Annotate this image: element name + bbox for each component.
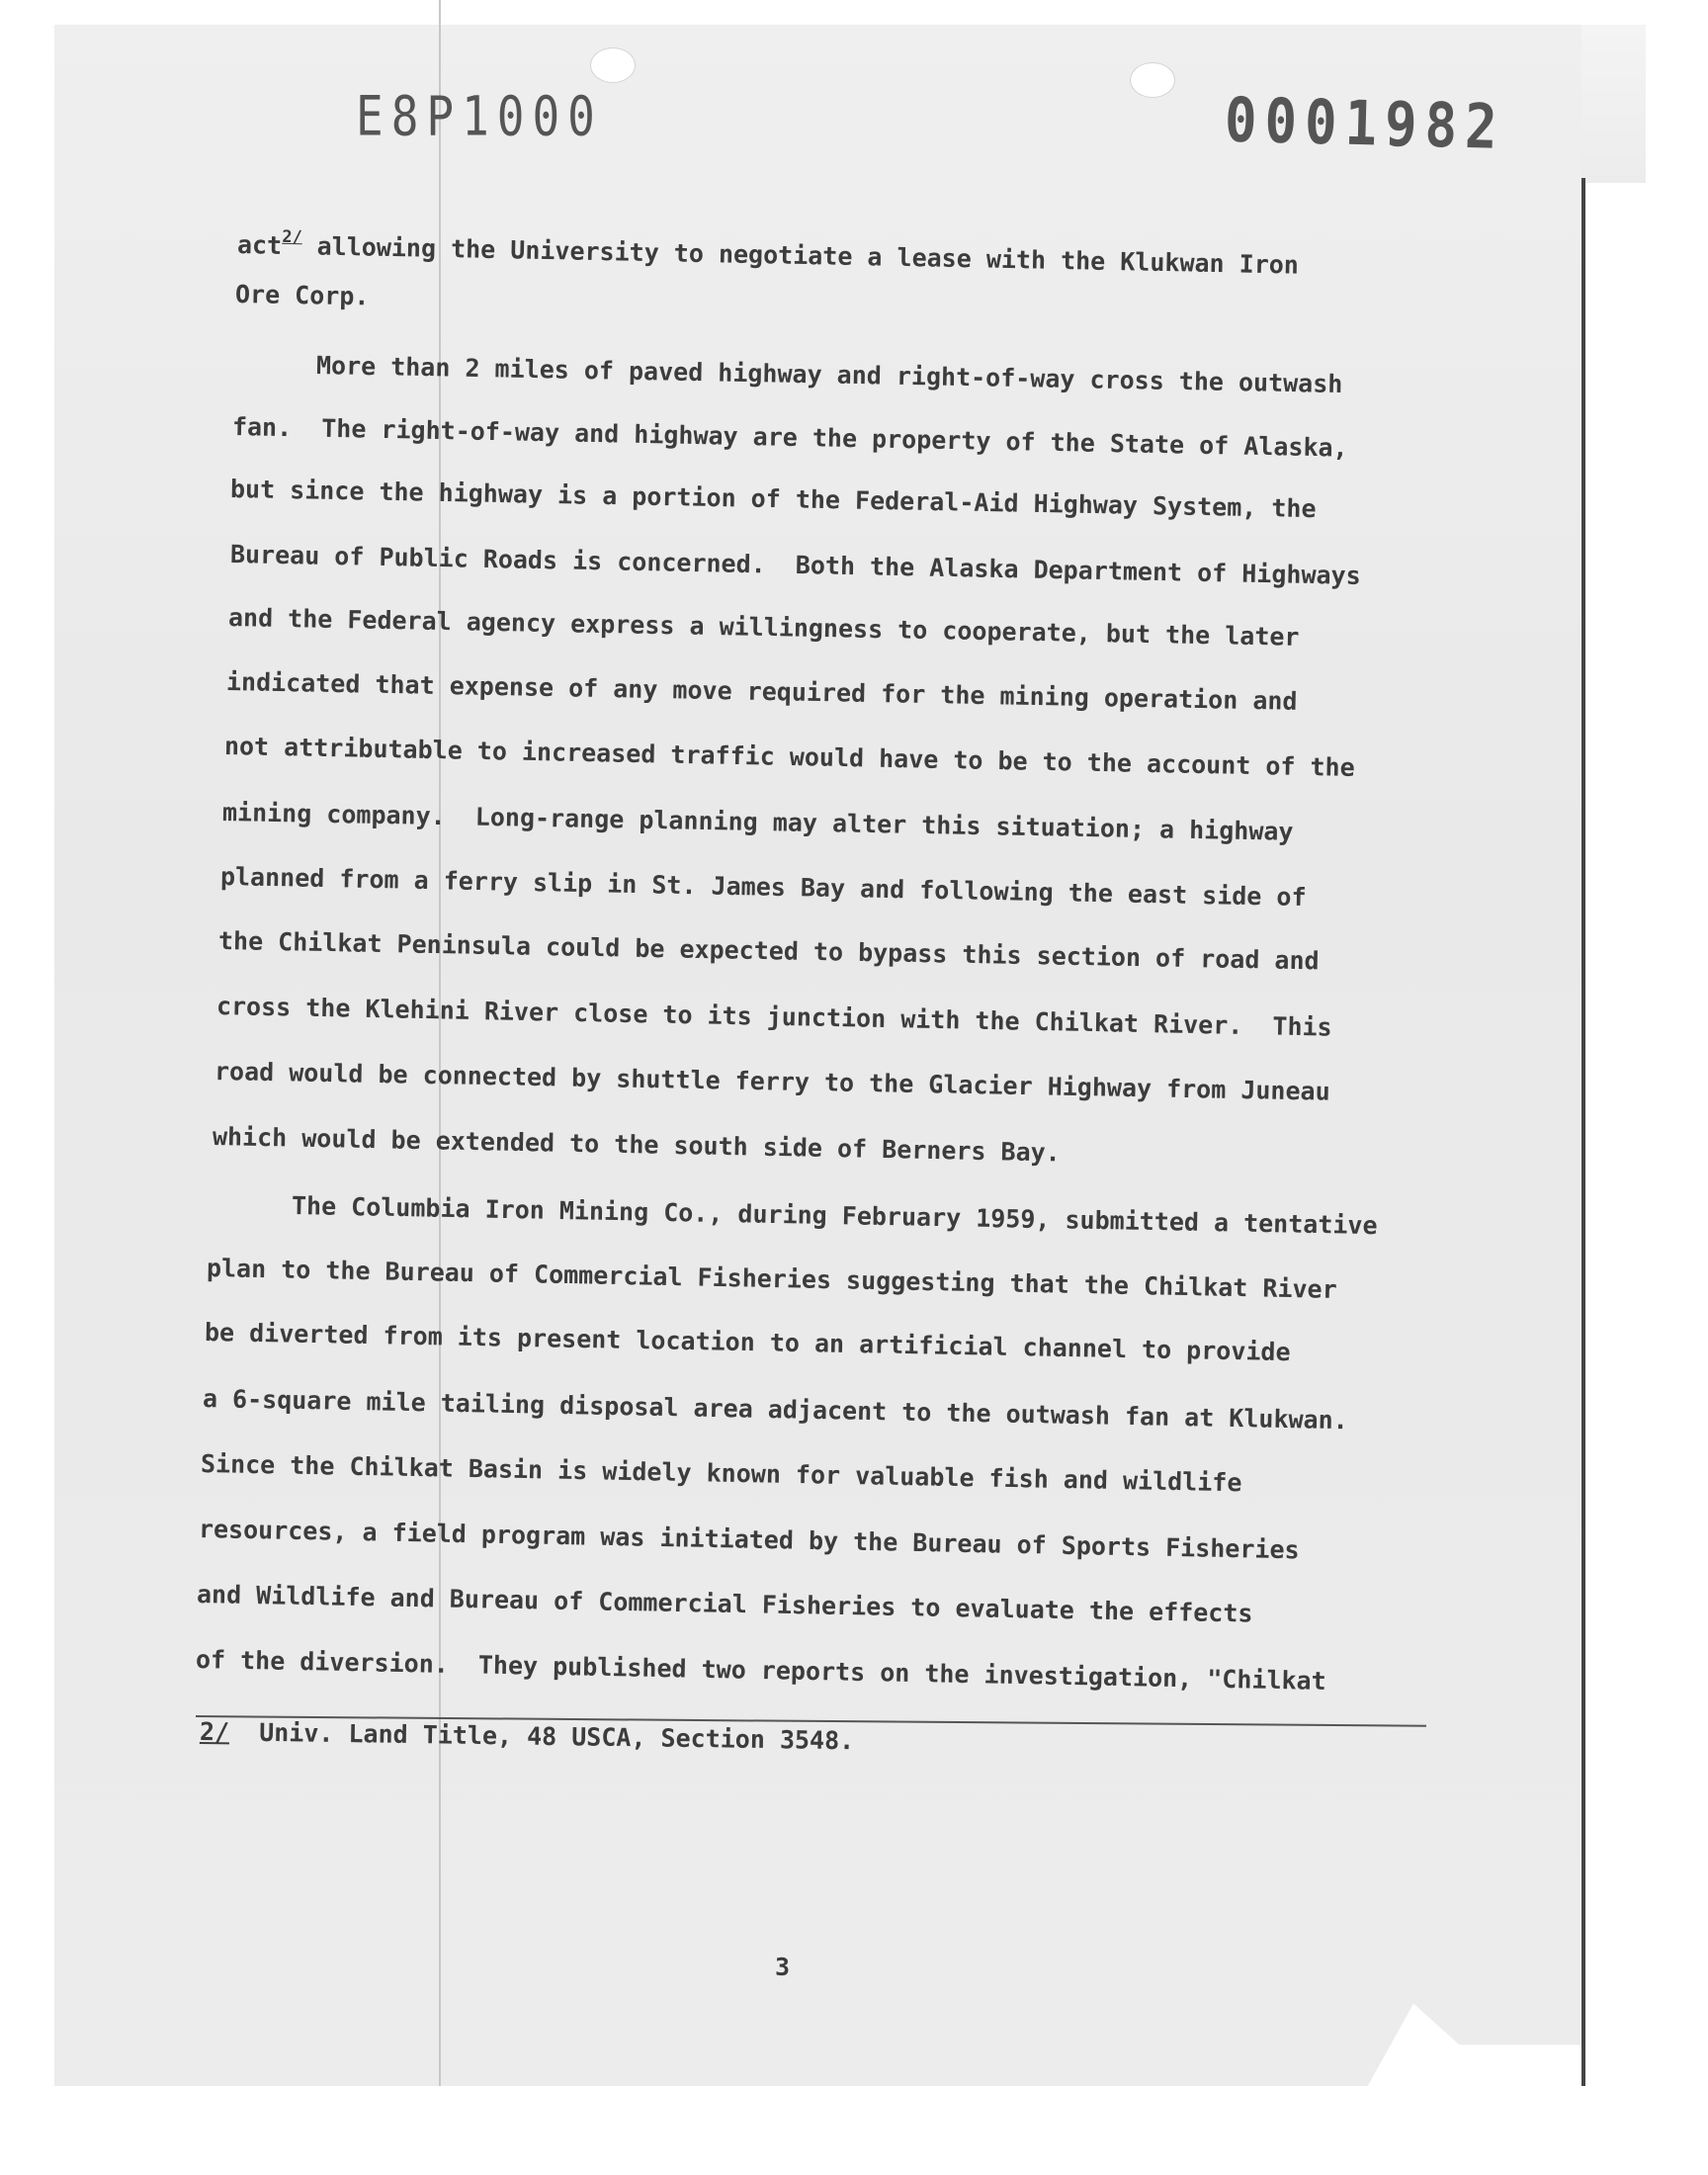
text-line-1-rest: allowing the University to negotiate a lease with the Klukwan Iron — [301, 231, 1300, 280]
footnote — [200, 1717, 855, 1755]
footnote-number: 2/ — [199, 1717, 230, 1747]
text-line-3: More than 2 miles of paved highway and right-of-way cross the outwash — [315, 351, 1343, 399]
document-code-stamp: E8P1000 — [356, 84, 603, 148]
text-line-20: Since the Chilkat Basin is widely known for valuable fish and wildlife — [200, 1449, 1242, 1498]
text-line-12: the Chilkat Peninsula could be expected to bypass this section of road and — [217, 926, 1320, 976]
footnote-text: Univ. Land Title, 48 USCA, Section 3548. — [228, 1717, 855, 1756]
text-line-5: but since the highway is a portion of the Federal-Aid Highway System, the — [229, 475, 1317, 524]
text-line-14: road would be connected by shuttle ferry to the Glacier Highway from Juneau — [214, 1057, 1330, 1106]
text-line-19: a 6-square mile tailing disposal area adjacent to the outwash fan at Klukwan. — [202, 1384, 1349, 1436]
footnote-reference: 2/ — [282, 226, 302, 248]
text-line-9: not attributable to increased traffic would have to be to the account of the — [223, 732, 1355, 782]
text-line-22: and Wildlife and Bureau of Commercial Fisheries to evaluate the effects — [196, 1580, 1253, 1628]
text-line-7: and the Federal agency express a willingness to cooperate, but the later — [227, 603, 1300, 652]
text-line-6: Bureau of Public Roads is concerned. Both the Alaska Department of Highways — [229, 540, 1361, 590]
text-line-15: which would be extended to the south side of Berners Bay. — [212, 1122, 1062, 1168]
text-line-13: cross the Klehini River close to its junction with the Chilkat River. This — [215, 992, 1332, 1042]
text-line-1-start: act — [236, 230, 283, 260]
text-line-2: Ore Corp. — [234, 280, 370, 311]
text-line-16: The Columbia Iron Mining Co., during February 1959, submitted a tentative — [291, 1191, 1378, 1241]
page-number: 3 — [775, 1953, 791, 1981]
text-line-10: mining company. Long-range planning may alter this situation; a highway — [221, 798, 1294, 846]
text-line-21: resources, a field program was initiated by the Bureau of Sports Fisheries — [198, 1515, 1300, 1565]
text-line-1 — [236, 226, 1300, 280]
text-line-4: fan. The right-of-way and highway are the property of the State of Alaska, — [231, 412, 1348, 463]
document-number-stamp: 0001982 — [1224, 84, 1506, 163]
text-line-17: plan to the Bureau of Commercial Fisheries suggesting that the Chilkat River — [206, 1254, 1337, 1304]
text-line-11: planned from a ferry slip in St. James Bay and following the east side of — [219, 862, 1307, 913]
text-line-23: of the diversion. They published two reports on the investigation, "Chilkat — [195, 1645, 1326, 1696]
text-line-18: be diverted from its present location to an artificial channel to provide — [204, 1318, 1291, 1367]
text-line-8: indicated that expense of any move required for the mining operation and — [225, 667, 1298, 716]
